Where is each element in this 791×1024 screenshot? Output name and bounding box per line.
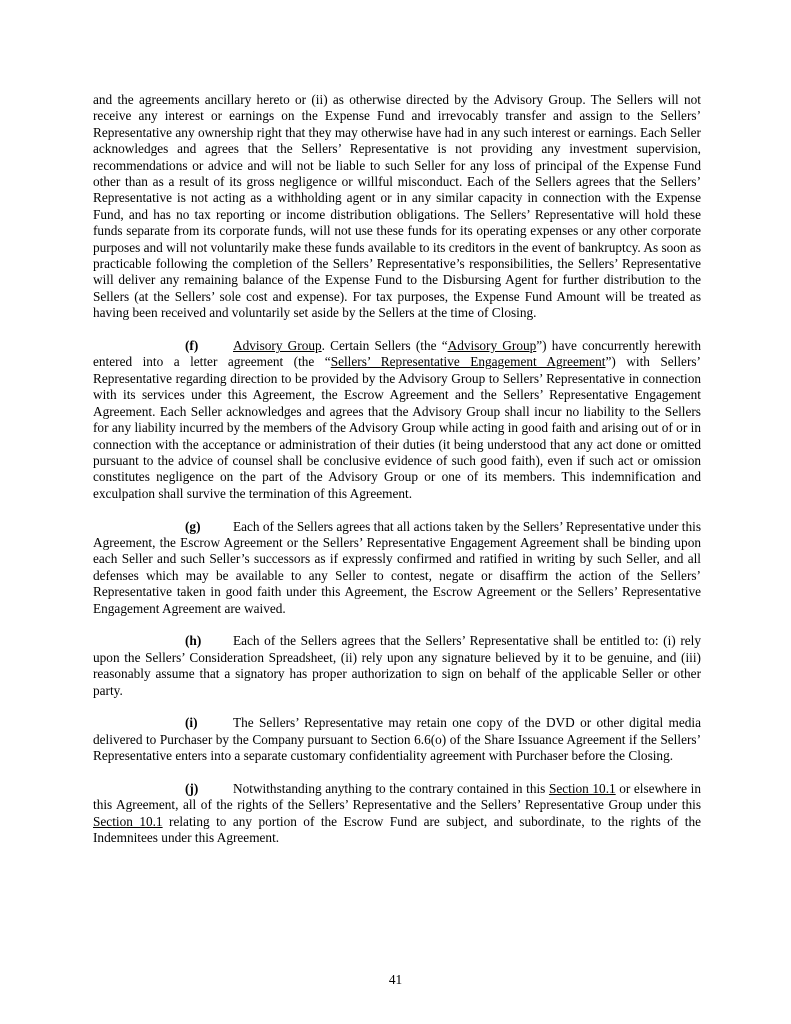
text-run: The Sellers’ Representative may retain one copy of the DVD or other digital media delivered to Purchaser by the Company pursuant to Section 6.6(o) of the Share Issuance Agreement if the Sellers’ Representative enters into a separate customary confidentiality agreement with Purchaser before the Closing. [93,715,701,764]
text-run: and the agreements ancillary hereto or (ii) as otherwise directed by the Advisory Group. The Sellers will not receive any interest or earnings on the Expense Fund and irrevocably transfer and assign to the Sellers’ Representative any ownership right that they may otherwise have had in any such interest or earnings. Each Seller acknowledges and agrees that the Sellers’ Representative is not providing any investment supervision, recommendations or advice and will not be liable to such Seller for any loss of principal of the Expense Fund other than as a result of its gross negligence or willful misconduct. Each of the Sellers agrees that the Sellers’ Representative is not acting as a withholding agent or in any similar capacity in connection with the Expense Fund, and has no tax reporting or income distribution obligations. The Sellers’ Representative will hold these funds separate from its corporate funds, will not use these funds for its operating expenses or any other corporate purposes and will not voluntarily make these funds available to its creditors in the event of bankruptcy. As soon as practicable following the completion of the Sellers’ Representative’s responsibilities, the Sellers’ Representative will deliver any remaining balance of the Expense Fund to the Disbursing Agent for further distribution to the Sellers (at the Sellers’ sole cost and expense). For tax purposes, the Expense Fund Amount will be treated as having been received and voluntarily set aside by the Sellers at the time of Closing. [93,92,701,321]
paragraph-label: (h) [185,633,202,649]
defined-term: Section 10.1 [93,813,163,829]
paragraph [93,715,701,764]
paragraph [93,338,701,502]
text-run: Each of the Sellers agrees that all actions taken by the Sellers’ Representative under this Agreement, the Escrow Agreement or the Sellers’ Representative Engagement Agreement shall be binding upon each Seller and such Seller’s successors as if expressly confirmed and ratified in writing by such Seller, and all defenses which may be available to any Seller to contest, negate or disaffirm the action of the Sellers’ Representative taken in good faith under this Agreement, the Escrow Agreement or the Sellers’ Representative Engagement Agreement are waived. [93,518,701,616]
paragraph [93,633,701,699]
paragraph [93,92,701,322]
paragraph [93,781,701,847]
defined-term: Advisory Group [233,338,322,354]
paragraph-label: (j) [185,780,199,796]
text-run: relating to any portion of the Escrow Fund are subject, and subordinate, to the rights of the Indemnitees under this Agreement. [93,813,701,846]
paragraph [93,519,701,617]
text-run: Notwithstanding anything to the contrary contained in this [233,780,549,796]
defined-term: Advisory Group [447,338,537,354]
document-body [93,92,701,863]
paragraph-label: (f) [185,338,199,354]
text-run: or elsewhere in this Agreement, all of the rights of the Sellers’ Representative and the Sellers’ Representative Group under this [93,780,701,813]
text-run: ”) have concurrently herewith entered into a letter agreement (the “ [93,338,701,370]
text-run: . Certain Sellers (the “ [321,338,448,354]
page-number: 41 [388,972,403,987]
text-run: ”) with Sellers’ Representative regarding direction to be provided by the Advisory Group to Sellers’ Representative in connection with its services under this Agreement, the Escrow Agreement and the Sellers’ Representative Engagement Agreement. Each Seller acknowledges and agrees that the Advisory Group shall incur no liability to the Sellers for any liability incurred by the members of the Advisory Group while acting in good faith and arising out of or in connection with the acceptance or administration of their duties (it being understood that any act done or omitted pursuant to the advice of counsel shall be conclusive evidence of such good faith), even if such act or omission constitutes negligence on the part of the Advisory Group or one of its members. This indemnification and exculpation shall survive the termination of this Agreement. [93,354,701,501]
paragraph-label: (i) [185,715,198,731]
defined-term: Sellers’ Representative Engagement Agreement [330,354,606,370]
defined-term: Section 10.1 [548,780,616,796]
paragraph-label: (g) [185,518,201,534]
text-run: Each of the Sellers agrees that the Sellers’ Representative shall be entitled to: (i) rely upon the Sellers’ Consideration Spreadsheet, (ii) rely upon any signature believed by it to be genuine, and (iii) reasonably assume that a signatory has proper authorization to sign on behalf of the applicable Seller or other party. [93,633,701,698]
